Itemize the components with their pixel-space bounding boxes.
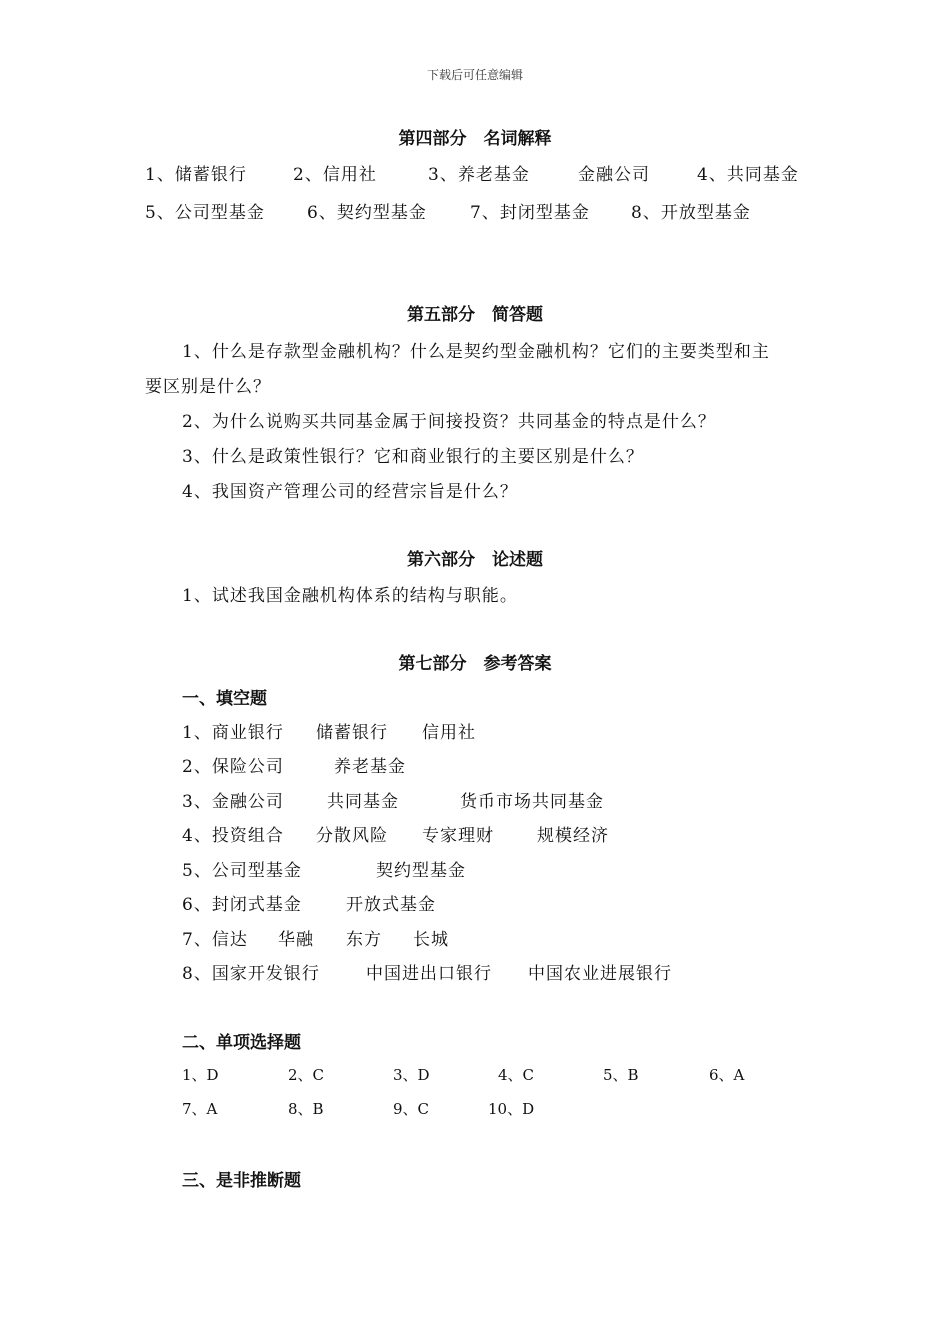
answer: 货币市场共同基金 — [460, 792, 604, 812]
question: 要区别是什么？ — [145, 377, 271, 397]
choice-answer: 6、A — [709, 1066, 745, 1084]
term: 4、共同基金 — [697, 165, 799, 185]
choice-answer: 8、B — [288, 1100, 324, 1118]
choice-answer: 5、B — [603, 1066, 639, 1084]
part7-title: 第七部分 参考答案 — [398, 654, 552, 674]
term: 8、开放型基金 — [631, 203, 751, 223]
answer: 长城 — [413, 930, 449, 950]
term: 2、信用社 — [293, 165, 377, 185]
judge-section-title: 三、是非推断题 — [182, 1171, 301, 1191]
answer: 中国进出口银行 — [366, 964, 492, 984]
answer: 7、信达 — [182, 930, 248, 950]
question: 2、为什么说购买共同基金属于间接投资？共同基金的特点是什么？ — [182, 412, 716, 432]
answer: 信用社 — [422, 723, 476, 743]
answer: 2、保险公司 — [182, 757, 284, 777]
answer: 华融 — [278, 930, 314, 950]
term: 5、公司型基金 — [145, 203, 265, 223]
question: 1、试述我国金融机构体系的结构与职能。 — [182, 586, 518, 606]
page-header: 下载后可任意编辑 — [426, 68, 523, 82]
answer: 4、投资组合 — [182, 826, 284, 846]
answer: 开放式基金 — [346, 895, 436, 915]
answer: 储蓄银行 — [316, 723, 388, 743]
choice-answer: 10、D — [488, 1100, 535, 1118]
answer: 共同基金 — [327, 792, 399, 812]
choice-answer: 1、D — [182, 1066, 219, 1084]
choice-answer: 2、C — [288, 1066, 325, 1084]
term: 6、契约型基金 — [307, 203, 427, 223]
answer: 5、公司型基金 — [182, 861, 302, 881]
answer: 专家理财 — [422, 826, 494, 846]
answer: 8、国家开发银行 — [182, 964, 320, 984]
question: 3、什么是政策性银行？它和商业银行的主要区别是什么？ — [182, 447, 644, 467]
part6-title: 第六部分 论述题 — [407, 550, 543, 570]
answer: 中国农业进展银行 — [528, 964, 672, 984]
answer: 分散风险 — [316, 826, 388, 846]
part4-title: 第四部分 名词解释 — [398, 129, 552, 149]
answer: 契约型基金 — [376, 861, 466, 881]
choice-section-title: 二、单项选择题 — [182, 1033, 301, 1053]
choice-answer: 9、C — [393, 1100, 430, 1118]
question: 4、我国资产管理公司的经营宗旨是什么？ — [182, 482, 518, 502]
answer: 养老基金 — [334, 757, 406, 777]
term: 3、养老基金 — [428, 165, 530, 185]
answer: 规模经济 — [537, 826, 609, 846]
answer: 3、金融公司 — [182, 792, 284, 812]
answer: 6、封闭式基金 — [182, 895, 302, 915]
choice-answer: 4、C — [498, 1066, 535, 1084]
term: 1、储蓄银行 — [145, 165, 247, 185]
choice-answer: 3、D — [393, 1066, 430, 1084]
term: 7、封闭型基金 — [470, 203, 590, 223]
part5-title: 第五部分 简答题 — [407, 305, 543, 325]
answer: 东方 — [346, 930, 382, 950]
term: 金融公司 — [578, 165, 650, 185]
fill-section-title: 一、填空题 — [182, 689, 267, 709]
answer: 1、商业银行 — [182, 723, 284, 743]
question: 1、什么是存款型金融机构？什么是契约型金融机构？它们的主要类型和主 — [182, 342, 770, 362]
choice-answer: 7、A — [182, 1100, 218, 1118]
